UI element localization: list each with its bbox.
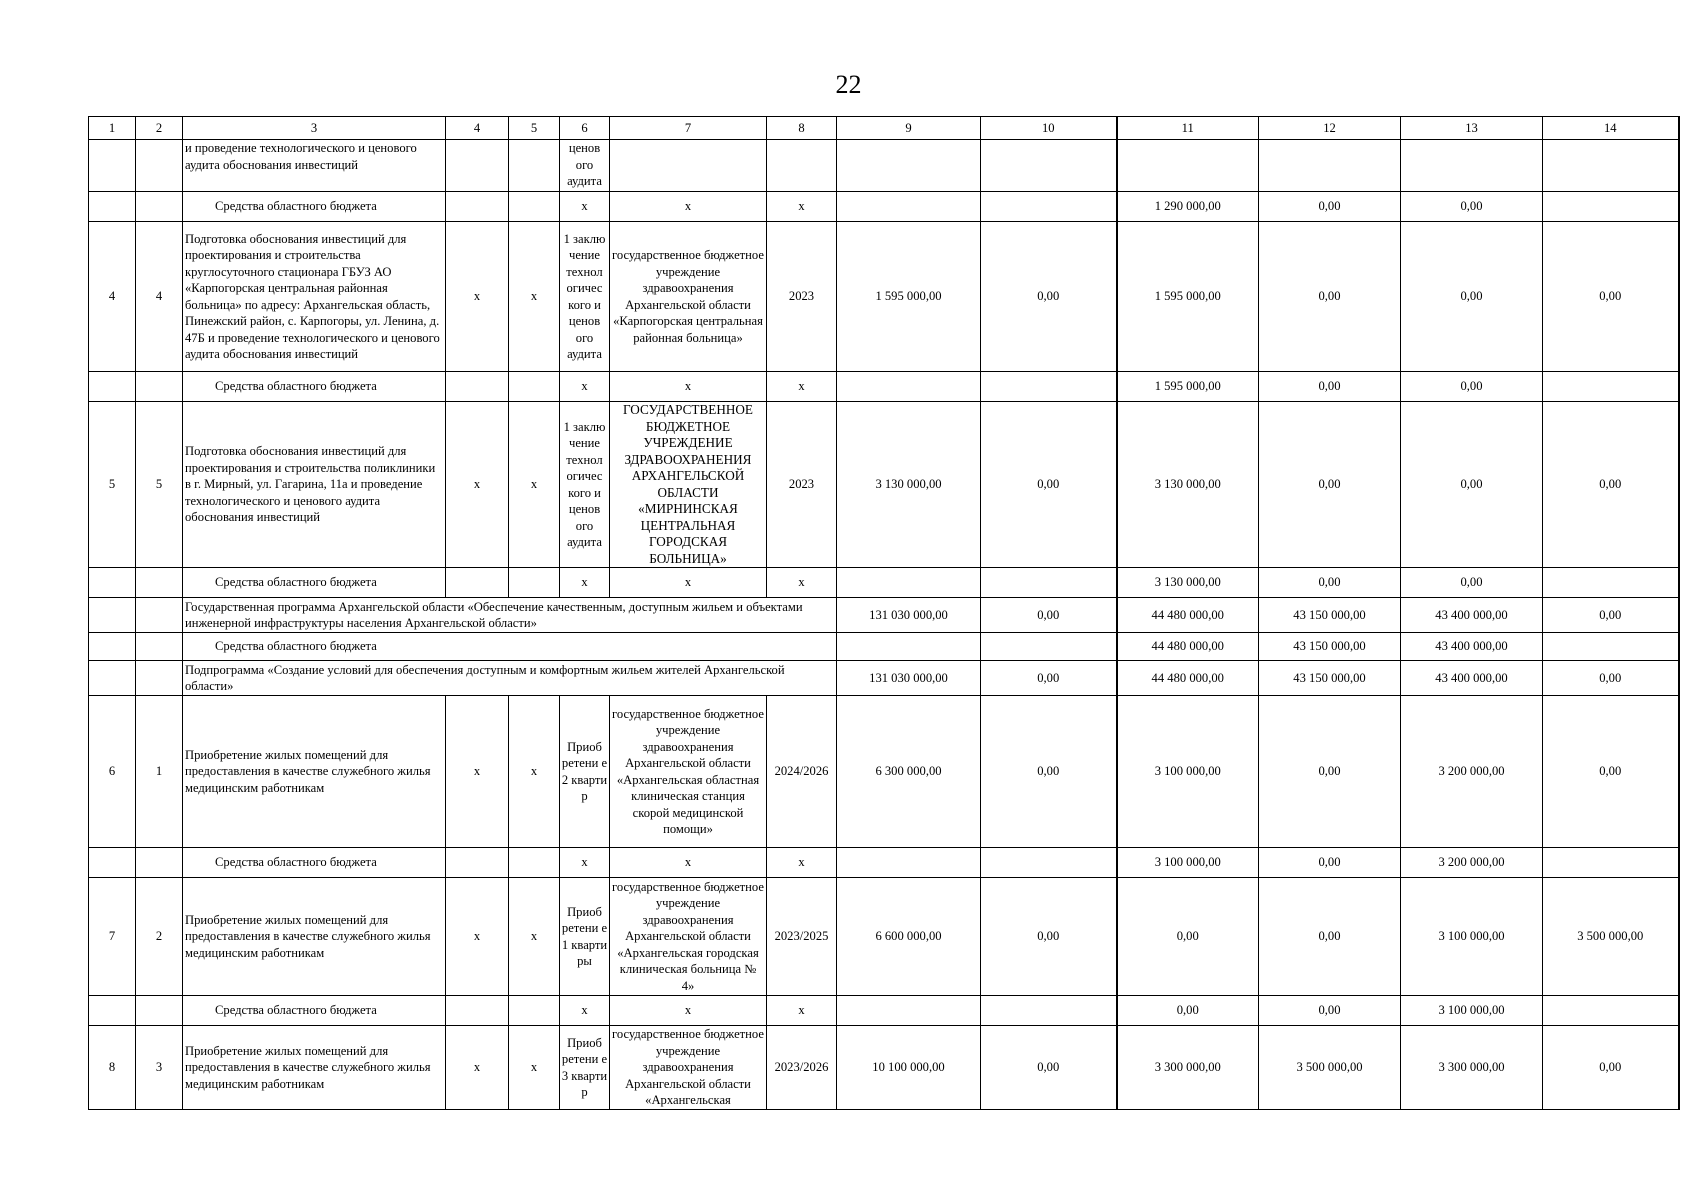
amount-cell: 0,00: [1543, 402, 1679, 568]
amount-cell: 0,00: [981, 661, 1117, 696]
budget-row: [89, 568, 1679, 598]
column-number: 5: [509, 117, 560, 140]
column-number: 2: [136, 117, 183, 140]
responsible-organization: ГОСУДАРСТВЕННОЕ БЮДЖЕТНОЕ УЧРЕЖДЕНИЕ ЗДРАВООХРАНЕНИЯ АРХАНГЕЛЬСКОЙ ОБЛАСТИ «МИРНИНСКАЯ ЦЕНТРАЛЬНАЯ ГОРОДСКАЯ БОЛЬНИЦА»: [610, 402, 767, 568]
column-number: 1: [89, 117, 136, 140]
cell: х: [767, 848, 837, 878]
row-number: 2: [136, 878, 183, 996]
cell: х: [560, 372, 610, 402]
cell: х: [610, 848, 767, 878]
amount-cell: 6 300 000,00: [837, 696, 981, 848]
row-number: 1: [136, 696, 183, 848]
amount-cell: 3 100 000,00: [1401, 878, 1543, 996]
cell: х: [560, 848, 610, 878]
cell: х: [509, 696, 560, 848]
amount-cell: 3 100 000,00: [1117, 848, 1259, 878]
cell: х: [610, 568, 767, 598]
amount-cell: 3 500 000,00: [1259, 1026, 1401, 1110]
cell: х: [767, 192, 837, 222]
amount-cell: 3 300 000,00: [1401, 1026, 1543, 1110]
amount-cell: 0,00: [1259, 402, 1401, 568]
table-row: [89, 878, 1679, 996]
amount-cell: 0,00: [1259, 996, 1401, 1026]
amount-cell: 1 595 000,00: [1117, 372, 1259, 402]
year-cell: 2023/2026: [767, 1026, 837, 1110]
amount-cell: 3 100 000,00: [1117, 696, 1259, 848]
amount-cell: 3 200 000,00: [1401, 696, 1543, 848]
table-row: [89, 222, 1679, 372]
amount-cell: 1 595 000,00: [1117, 222, 1259, 372]
cell: х: [446, 402, 509, 568]
budget-label: Средства областного бюджета: [183, 633, 837, 661]
cell: х: [560, 996, 610, 1026]
budget-row: [89, 372, 1679, 402]
table-row: [89, 1026, 1679, 1110]
amount-cell: 0,00: [1543, 696, 1679, 848]
cell: х: [509, 222, 560, 372]
amount-cell: 3 500 000,00: [1543, 878, 1679, 996]
amount-cell: 3 300 000,00: [1117, 1026, 1259, 1110]
cell: х: [560, 192, 610, 222]
cell: х: [509, 402, 560, 568]
amount-cell: 0,00: [1401, 222, 1543, 372]
cell: х: [767, 372, 837, 402]
table-row: [89, 402, 1679, 568]
amount-cell: 0,00: [1401, 402, 1543, 568]
amount-cell: 44 480 000,00: [1117, 598, 1259, 633]
budget-row: [89, 996, 1679, 1026]
table-row: [89, 696, 1679, 848]
amount-cell: 43 150 000,00: [1259, 633, 1401, 661]
measure-description: Подготовка обоснования инвестиций для проектирования и строительства поликлиники в г. Мирный, ул. Гагарина, 11а и проведение технологического и ценового аудита обоснования инвестиций: [183, 402, 446, 568]
amount-cell: 0,00: [1401, 372, 1543, 402]
result-cell: Приоб ретени е 3 кварти р: [560, 1026, 610, 1110]
column-number: 14: [1543, 117, 1679, 140]
cell: х: [446, 696, 509, 848]
amount-cell: 0,00: [1259, 696, 1401, 848]
subprogram-title: Подпрограмма «Создание условий для обеспечения доступным и комфортным жильем жителей Архангельской области»: [183, 661, 837, 696]
row-number: 7: [89, 878, 136, 996]
column-number: 3: [183, 117, 446, 140]
year-cell: 2023: [767, 402, 837, 568]
result-cell: Приоб ретени е 1 кварти ры: [560, 878, 610, 996]
amount-cell: 1 595 000,00: [837, 222, 981, 372]
cell: х: [446, 1026, 509, 1110]
amount-cell: 3 130 000,00: [837, 402, 981, 568]
amount-cell: 43 400 000,00: [1401, 661, 1543, 696]
amount-cell: 0,00: [1117, 996, 1259, 1026]
amount-cell: 0,00: [981, 1026, 1117, 1110]
row-number: 6: [89, 696, 136, 848]
amount-cell: 44 480 000,00: [1117, 633, 1259, 661]
amount-cell: 43 400 000,00: [1401, 598, 1543, 633]
budget-row: [89, 848, 1679, 878]
year-cell: 2023: [767, 222, 837, 372]
measure-description: Приобретение жилых помещений для предоставления в качестве служебного жилья медицинским работникам: [183, 696, 446, 848]
budget-label: Средства областного бюджета: [183, 192, 446, 222]
row-number: 4: [136, 222, 183, 372]
budget-label: Средства областного бюджета: [183, 996, 446, 1026]
amount-cell: 3 100 000,00: [1401, 996, 1543, 1026]
responsible-organization: государственное бюджетное учреждение здравоохранения Архангельской области «Архангельская: [610, 1026, 767, 1110]
amount-cell: 1 290 000,00: [1117, 192, 1259, 222]
amount-cell: 131 030 000,00: [837, 661, 981, 696]
table-row: [89, 140, 1679, 192]
row-number: 3: [136, 1026, 183, 1110]
budget-label: Средства областного бюджета: [183, 848, 446, 878]
budget-row: [89, 633, 1679, 661]
amount-cell: 0,00: [1259, 568, 1401, 598]
result-cell: Приоб ретени е 2 кварти р: [560, 696, 610, 848]
column-number: 12: [1259, 117, 1401, 140]
amount-cell: 0,00: [1259, 372, 1401, 402]
budget-row: [89, 192, 1679, 222]
column-number: 9: [837, 117, 981, 140]
amount-cell: 0,00: [1117, 878, 1259, 996]
cell: х: [560, 568, 610, 598]
cell: х: [767, 996, 837, 1026]
amount-cell: 0,00: [1259, 192, 1401, 222]
row-number: 4: [89, 222, 136, 372]
row-number: 5: [136, 402, 183, 568]
column-number-row: [89, 117, 1679, 140]
cell: х: [610, 996, 767, 1026]
responsible-organization: государственное бюджетное учреждение здравоохранения Архангельской области «Архангельская областная клиническая станция скорой медицинской помощи»: [610, 696, 767, 848]
amount-cell: 0,00: [981, 222, 1117, 372]
cell: х: [610, 192, 767, 222]
amount-cell: 0,00: [1401, 568, 1543, 598]
responsible-organization: государственное бюджетное учреждение здравоохранения Архангельской области «Карпогорская центральная районная больница»: [610, 222, 767, 372]
amount-cell: 0,00: [981, 878, 1117, 996]
column-number: 10: [981, 117, 1117, 140]
row-number: 8: [89, 1026, 136, 1110]
column-number: 8: [767, 117, 837, 140]
row-number: 5: [89, 402, 136, 568]
result-cell: 1 заклю чение технол огичес кого и ценов ого аудита: [560, 402, 610, 568]
amount-cell: 3 130 000,00: [1117, 402, 1259, 568]
cell: х: [767, 568, 837, 598]
year-cell: 2023/2025: [767, 878, 837, 996]
column-number: 4: [446, 117, 509, 140]
measure-description: Приобретение жилых помещений для предоставления в качестве служебного жилья медицинским работникам: [183, 878, 446, 996]
cell: х: [509, 1026, 560, 1110]
amount-cell: 3 200 000,00: [1401, 848, 1543, 878]
amount-cell: 6 600 000,00: [837, 878, 981, 996]
amount-cell: 0,00: [1259, 878, 1401, 996]
amount-cell: 44 480 000,00: [1117, 661, 1259, 696]
amount-cell: 0,00: [1259, 848, 1401, 878]
page-number: 22: [835, 70, 862, 99]
amount-cell: 0,00: [1543, 598, 1679, 633]
amount-cell: 0,00: [1543, 222, 1679, 372]
amount-cell: 0,00: [1401, 192, 1543, 222]
amount-cell: 3 130 000,00: [1117, 568, 1259, 598]
amount-cell: 43 150 000,00: [1259, 661, 1401, 696]
cell: х: [610, 372, 767, 402]
column-number: 6: [560, 117, 610, 140]
budget-label: Средства областного бюджета: [183, 372, 446, 402]
cell: х: [446, 878, 509, 996]
amount-cell: 0,00: [1543, 661, 1679, 696]
amount-cell: 0,00: [981, 696, 1117, 848]
result-cell: 1 заклю чение технол огичес кого и ценов ого аудита: [560, 222, 610, 372]
amount-cell: 10 100 000,00: [837, 1026, 981, 1110]
responsible-organization: государственное бюджетное учреждение здравоохранения Архангельской области «Архангельская городская клиническая больница № 4»: [610, 878, 767, 996]
amount-cell: 0,00: [1543, 1026, 1679, 1110]
column-number: 7: [610, 117, 767, 140]
result-cell: ценов ого аудита: [560, 140, 610, 192]
amount-cell: 43 400 000,00: [1401, 633, 1543, 661]
year-cell: 2024/2026: [767, 696, 837, 848]
subprogram-row: [89, 661, 1679, 696]
amount-cell: 0,00: [981, 598, 1117, 633]
program-row: [89, 598, 1679, 633]
budget-label: Средства областного бюджета: [183, 568, 446, 598]
measure-description: Подготовка обоснования инвестиций для проектирования и строительства круглосуточного стационара ГБУЗ АО «Карпогорская центральная районная больница» по адресу: Архангельская область, Пинежский район, с. Карпогоры, ул. Ленина, д. 47Б и проведение технологического и ценового аудита обоснования инвестиций: [183, 222, 446, 372]
measure-description: Приобретение жилых помещений для предоставления в качестве служебного жилья медицинским работникам: [183, 1026, 446, 1110]
column-number: 11: [1117, 117, 1259, 140]
cell: х: [509, 878, 560, 996]
amount-cell: 131 030 000,00: [837, 598, 981, 633]
amount-cell: 43 150 000,00: [1259, 598, 1401, 633]
amount-cell: 0,00: [1259, 222, 1401, 372]
cell: х: [446, 222, 509, 372]
amount-cell: 0,00: [981, 402, 1117, 568]
program-title: Государственная программа Архангельской области «Обеспечение качественным, доступным жильем и объектами инженерной инфраструктуры населения Архангельской области»: [183, 598, 837, 633]
measure-description: и проведение технологического и ценового аудита обоснования инвестиций: [183, 140, 446, 192]
investment-table: [88, 116, 1680, 1110]
column-number: 13: [1401, 117, 1543, 140]
